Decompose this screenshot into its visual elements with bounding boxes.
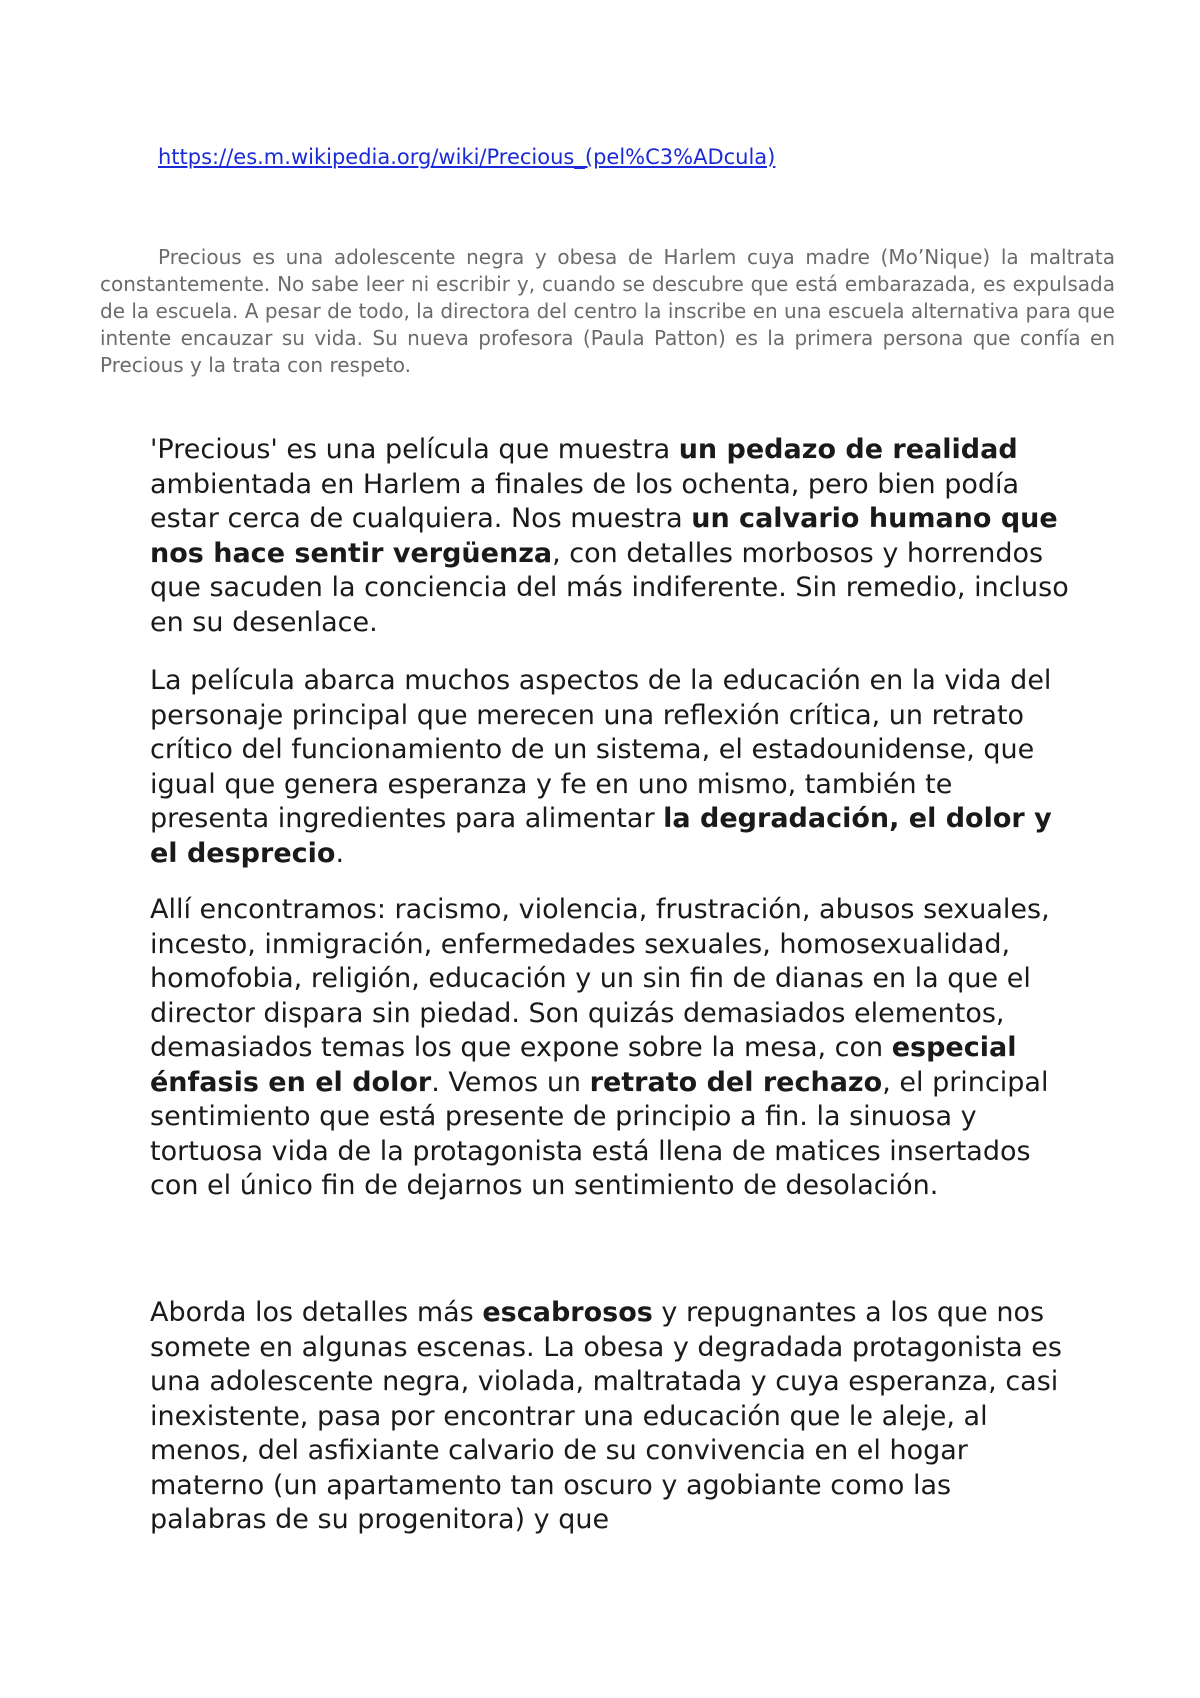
paragraph-2-emphasis-1: la degradación, el dolor y el desprecio [150,803,1052,869]
paragraph-2-text-2: . [335,837,345,869]
paragraph-3-text-2: . Vemos un [431,1066,590,1098]
paragraph-1-text-3: , con detalles morbosos y horrendos que sacuden la conciencia del más indiferente. Sin remedio, incluso en su desenlace. [150,537,1069,638]
paragraph-3-text-3: , el principal sentimiento que está presente de principio a fin. la sinuosa y tortuosa vida de la protagonista está llena de matices insertados con el único fin de dejarnos un sentimiento de desolación. [150,1066,1049,1201]
paragraph-1-emphasis-2: un calvario humano que nos hace sentir vergüenza [150,503,1058,569]
review-paragraph-2 [150,664,1070,871]
paragraph-4-emphasis-1: escabrosos [482,1297,653,1328]
source-link[interactable]: https://es.m.wikipedia.org/wiki/Precious_(pel%C3%ADcula) [158,145,776,169]
paragraph-1-text-2: ambientada en Harlem a finales de los ochenta, pero bien podía estar cerca de cualquiera. Nos muestra [150,468,1020,534]
paragraph-4-text-2: y repugnantes a los que nos somete en algunas escenas. La obesa y degradada protagonista es una adolescente negra, violada, maltratada y cuya esperanza, casi inexistente, pasa por encontrar una educación que le aleje, al menos, del asfixiante calvario de su convivencia en el hogar materno (un apartamento tan oscuro y agobiante como las palabras de su progenitora) y que [150,1297,1062,1535]
review-paragraph-1 [150,433,1070,640]
paragraph-4-text-1: Aborda los detalles más [150,1297,483,1328]
paragraph-3-emphasis-1: especial énfasis en el dolor [150,1032,1017,1098]
review-paragraph-4 [150,1296,1070,1538]
synopsis-paragraph: Precious es una adolescente negra y obesa de Harlem cuya madre (Mo’Nique) la maltrata constantemente. No sabe leer ni escribir y, cuando se descubre que está embarazada, es expulsada de la escuela. A pesar de todo, la directora del centro la inscribe en una escuela alternativa para que intente encauzar su vida. Su nueva profesora (Paula Patton) es la primera persona que confía en Precious y la trata con respeto. [100,245,1115,377]
paragraph-3-emphasis-2: retrato del rechazo [589,1066,883,1098]
paragraph-1-emphasis-1: un pedazo de realidad [678,434,1018,465]
paragraph-2-text-1: La película abarca muchos aspectos de la educación en la vida del personaje principal que merecen una reflexión crítica, un retrato crítico del funcionamiento de un sistema, el estadounidense, que igual que genera esperanza y fe en uno mismo, también te presenta ingredientes para alimentar [150,665,1052,834]
review-paragraph-3 [150,893,1070,1204]
paragraph-3-text-1: Allí encontramos: racismo, violencia, frustración, abusos sexuales, incesto, inmigración, enfermedades sexuales, homosexualidad, homofobia, religión, educación y un sin fin de dianas en la que el director dispara sin piedad. Son quizás demasiados elementos, demasiados temas los que expone sobre la mesa, con [150,894,1050,1063]
paragraph-1-text-1: 'Precious' es una película que muestra [150,434,679,465]
